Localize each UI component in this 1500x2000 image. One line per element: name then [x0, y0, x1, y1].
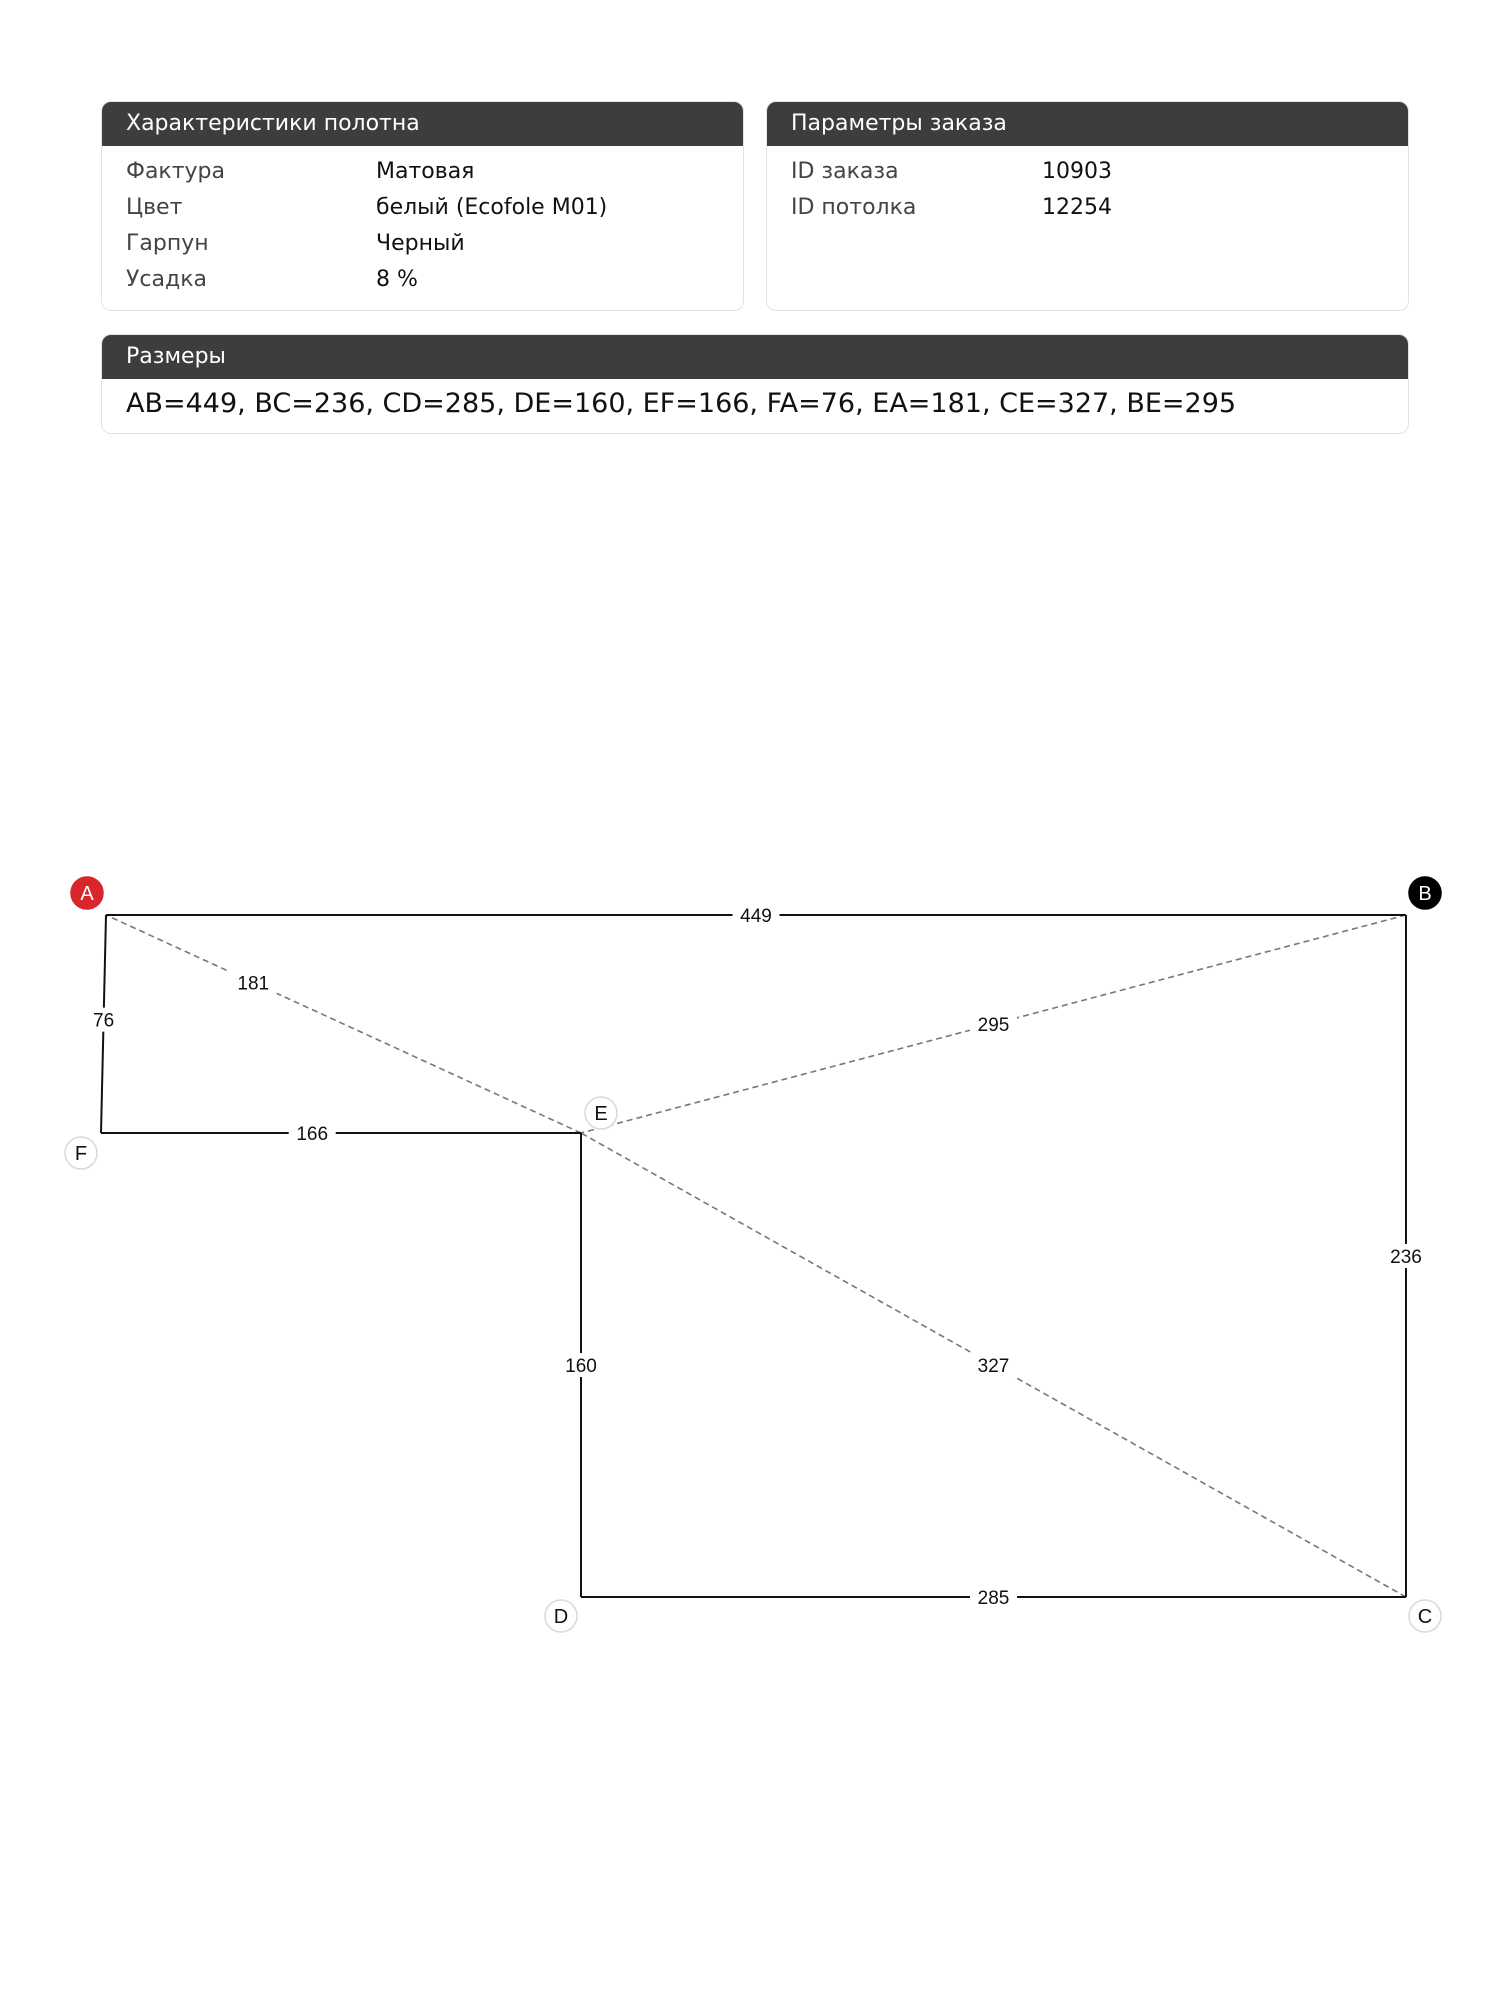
- edge-ea-diagonal: [106, 915, 581, 1133]
- edge-length-cd: 285: [977, 1588, 1010, 1609]
- edge-length-ea: 181: [237, 973, 270, 995]
- canvas-characteristics-title: Характеристики полотна: [102, 102, 743, 146]
- color-value: белый (Ecofole M01): [376, 195, 608, 220]
- harpoon-label: Гарпун: [126, 231, 209, 256]
- harpoon-value: Черный: [376, 231, 465, 256]
- shrinkage-label: Усадка: [126, 267, 207, 292]
- ceiling-id-value: 12254: [1042, 195, 1112, 220]
- edge-length-fa: 76: [93, 1010, 115, 1032]
- edge-length-bc: 236: [1390, 1247, 1422, 1268]
- vertex-label-f: F: [74, 1143, 88, 1165]
- order-id-label: ID заказа: [791, 159, 899, 184]
- order-parameters-title: Параметры заказа: [767, 102, 1408, 146]
- edge-length-ef: 166: [296, 1124, 329, 1145]
- vertex-label-a: A: [80, 883, 94, 905]
- shrinkage-value: 8 %: [376, 267, 418, 292]
- edge-length-ce: 327: [977, 1356, 1010, 1377]
- edge-length-ab: 449: [740, 906, 772, 927]
- vertex-label-d: D: [553, 1606, 569, 1628]
- vertex-label-e: E: [594, 1103, 608, 1125]
- order-id-value: 10903: [1042, 159, 1112, 184]
- vertex-label-c: C: [1417, 1606, 1433, 1628]
- ceiling-id-label: ID потолка: [791, 195, 917, 220]
- texture-value: Матовая: [376, 159, 475, 184]
- texture-label: Фактура: [126, 159, 225, 184]
- edge-length-be: 295: [977, 1015, 1010, 1036]
- color-label: Цвет: [126, 195, 183, 220]
- vertex-label-b: B: [1418, 883, 1432, 905]
- dimensions-list: AB=449, BC=236, CD=285, DE=160, EF=166, FA=76, EA=181, CE=327, BE=295: [126, 388, 1237, 419]
- dimensions-title: Размеры: [102, 335, 1408, 379]
- edge-length-de: 160: [565, 1356, 597, 1377]
